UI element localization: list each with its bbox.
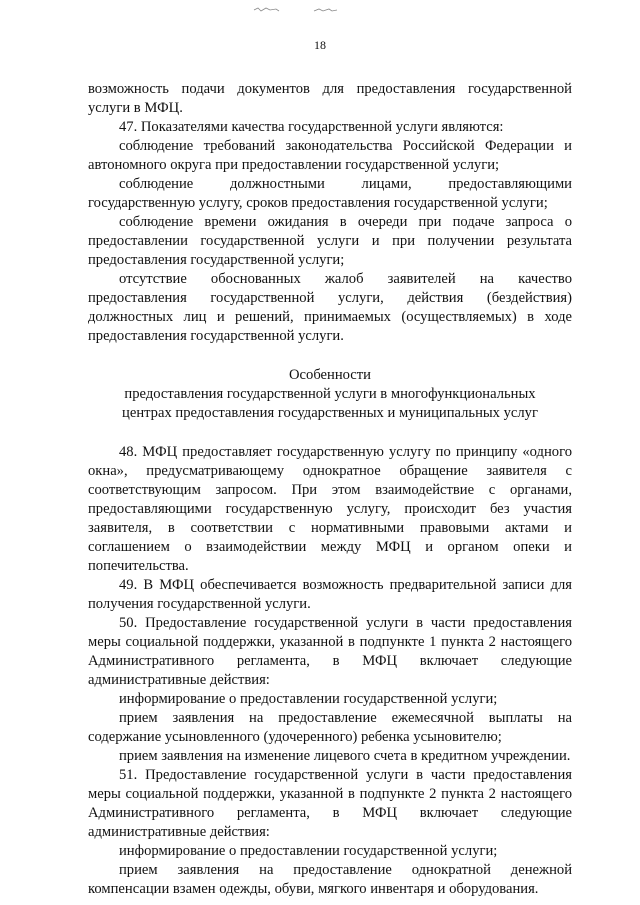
paragraph: прием заявления на предоставление однократной денежной компенсации взамен одежды, обуви, мягкого инвентаря и оборудования.: [88, 862, 572, 897]
paragraph: информирование о предоставлении государственной услуги;: [119, 691, 498, 707]
section-heading-title: Особенности: [289, 367, 371, 383]
paragraph: 50. Предоставление государственной услуги в части предоставления меры социальной поддержки, указанной в подпункте 1 пункта 2 настоящего Административного регламента, в МФЦ включает следующие административные действия:: [88, 615, 572, 688]
paragraph: соблюдение должностными лицами, предоставляющими государственную услугу, сроков предоставления государственной услуги;: [88, 176, 572, 211]
paragraph: 48. МФЦ предоставляет государственную услугу по принципу «одного окна», предусматривающему однократное обращение заявителя с соответствующим запросом. При этом взаимодействие с органами, предоставляющими государственную услугу, происходит без участия заявителя, в соответствии с нормативными правовыми актами и соглашением о взаимодействии между МФЦ и органом опеки и попечительства.: [88, 444, 572, 574]
scan-artifact: [252, 6, 382, 14]
paragraph: 49. В МФЦ обеспечивается возможность предварительной записи для получения государственной услуги.: [88, 577, 572, 612]
paragraph: отсутствие обоснованных жалоб заявителей на качество предоставления государственной услуги, действия (бездействия) должностных лиц и решений, принимаемых (осуществляемых) в ходе предоставления государственной услуги.: [88, 271, 572, 344]
page-number: 18: [314, 38, 326, 52]
paragraph: прием заявления на изменение лицевого счета в кредитном учреждении.: [119, 748, 571, 764]
paragraph: соблюдение требований законодательства Российской Федерации и автономного округа при предоставлении государственной услуги;: [88, 138, 572, 173]
paragraph: соблюдение времени ожидания в очереди при подаче запроса о предоставлении государственной услуги и при получении результата предоставления государственной услуги;: [88, 214, 572, 268]
section-heading-line: центрах предоставления государственных и муниципальных услуг: [122, 405, 538, 421]
paragraph: прием заявления на предоставление ежемесячной выплаты на содержание усыновленного (удочеренного) ребенка усыновителю;: [88, 710, 572, 745]
paragraph: информирование о предоставлении государственной услуги;: [119, 843, 498, 859]
section-heading-line: предоставления государственной услуги в многофункциональных: [124, 386, 536, 402]
section-heading: [88, 366, 572, 423]
document-body: [88, 80, 572, 899]
paragraph: 47. Показателями качества государственной услуги являются:: [119, 119, 504, 135]
paragraph: 51. Предоставление государственной услуги в части предоставления меры социальной поддержки, указанной в подпункте 2 пункта 2 настоящего Административного регламента, в МФЦ включает следующие административные действия:: [88, 767, 572, 840]
paragraph: возможность подачи документов для предоставления государственной услуги в МФЦ.: [88, 81, 572, 116]
